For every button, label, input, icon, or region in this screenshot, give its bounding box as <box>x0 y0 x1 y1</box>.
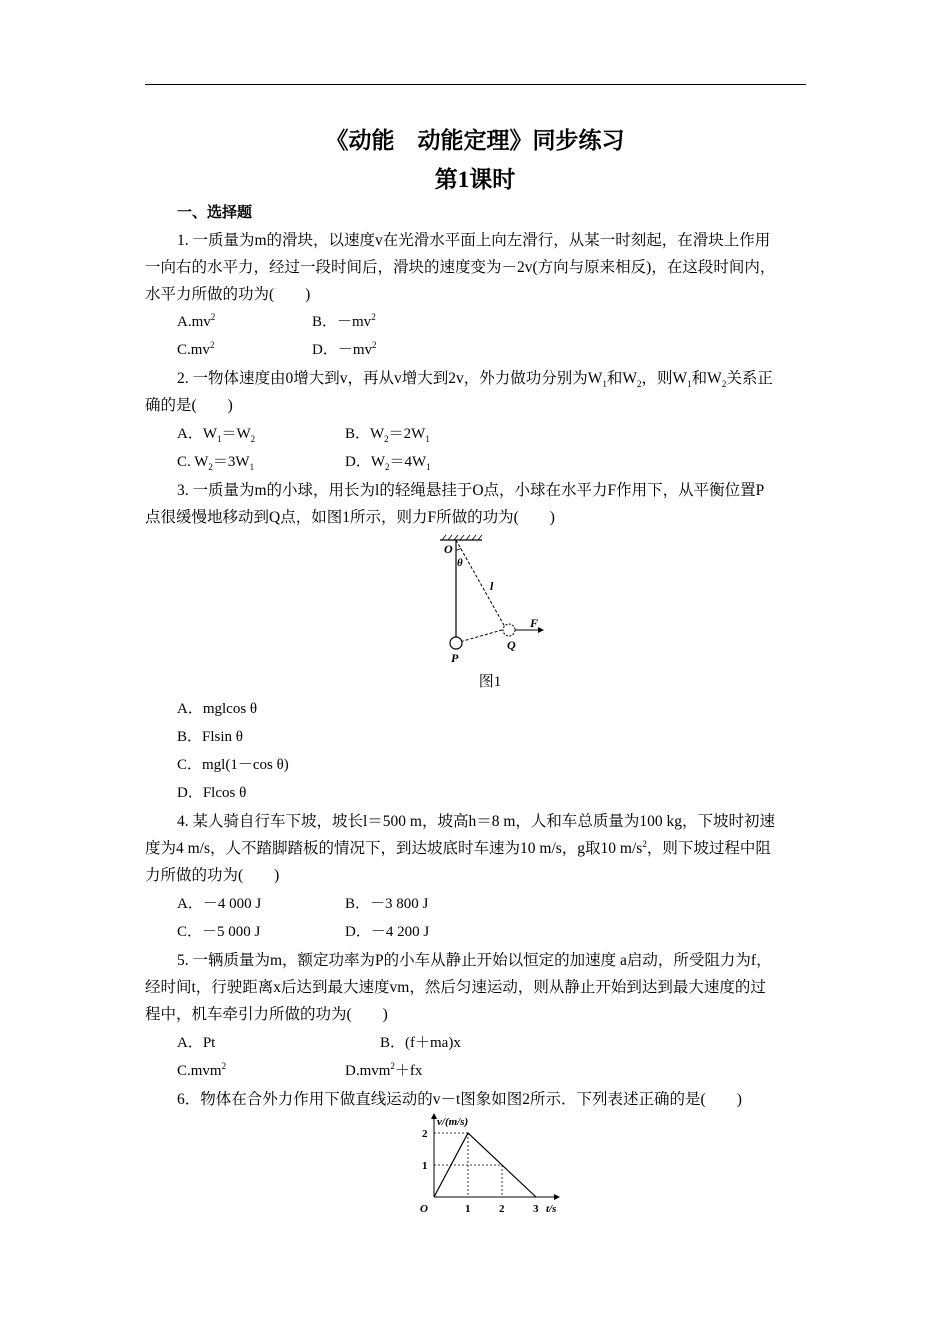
label-p: P <box>451 651 459 665</box>
q4-line1: 4. 某人骑自行车下坡，坡长l＝500 m，坡高h＝8 m，人和车总质量为100 kg，下坡时初速 <box>177 813 776 830</box>
label-f: F <box>530 616 539 630</box>
section-heading: 一、选择题 <box>177 205 253 221</box>
q2-option-b: B．$W_2=2W_1$ <box>345 426 430 444</box>
rope-displaced <box>456 540 505 627</box>
x-tick-label: 1 <box>465 1203 471 1215</box>
q1-line2: 一向右的水平力，经过一段时间后，滑块的速度变为－2v(方向与原来相反)，在这段时间内， <box>145 259 776 276</box>
page-subtitle: 第1课时 <box>434 167 516 192</box>
q2-option-d: D．$W_2=4W_1$ <box>345 454 431 472</box>
q5-line3: 程中，机车牵引力所做的功为( ) <box>145 1006 388 1023</box>
q3-line1: 3. 一质量为m的小球，用长为l的轻绳悬挂于O点，小球在水平力F作用下，从平衡位置P <box>177 482 765 499</box>
q5-line1: 5. 一辆质量为m，额定功率为P的小车从静止开始以恒定的加速度 a启动，所受阻力为f， <box>177 952 772 969</box>
label-theta: θ <box>457 557 463 569</box>
q4-option-a: A．－4 000 J <box>177 896 262 912</box>
q4-option-c: C．－5 000 J <box>177 924 261 940</box>
q2-option-c: C. $W_2=3W_1$ <box>177 454 255 472</box>
q3-option-d: D．Flcos θ <box>177 785 247 801</box>
q5-option-a: A．Pt <box>177 1035 216 1051</box>
label-q: Q <box>507 638 516 652</box>
q4-line3: 力所做的功为( ) <box>145 867 280 884</box>
page-title: 《动能 动能定理》同步练习 <box>325 128 625 153</box>
force-arrow-head <box>538 627 544 633</box>
vt-line <box>434 1133 536 1197</box>
x-tick-label: 3 <box>533 1203 539 1215</box>
q6-line1: 6．物体在合外力作用下做直线运动的v－t图象如图2所示．下列表述正确的是( ) <box>177 1091 742 1108</box>
q2-line1: 2. 一物体速度由0增大到v，再从v增大到2v，外力做功分别为$W_1$和$W_2$，则$W_1$和$W_2$关系正 <box>177 370 773 390</box>
q1-option-c: $C.mv^2$ <box>177 340 215 358</box>
q3-option-a: A．mglcos θ <box>177 701 258 717</box>
y-axis-label: v/(m/s) <box>437 1116 469 1128</box>
q3-option-b: B．Flsin θ <box>177 729 243 745</box>
vt-graph <box>410 1112 570 1222</box>
q1-line1: 1. 一质量为m的滑块，以速度v在光滑水平面上向左滑行，从某一时刻起，在滑块上作用 <box>177 232 771 249</box>
figure-1-caption: 图1 <box>478 674 502 690</box>
q5-line2: 经时间t，行驶距离x后达到最大速度vm，然后匀速运动，则从静止开始到达到最大速度的过 <box>145 979 766 996</box>
y-tick-label: 1 <box>422 1160 428 1172</box>
x-axis-arrow <box>554 1194 560 1200</box>
q2-line2: 确的是( ) <box>145 397 233 414</box>
ceiling-hatch <box>442 535 482 540</box>
q5-option-c: C.mvm$^2$ <box>177 1061 227 1079</box>
q4-line2: 度为4 m/s，人不踏脚踏板的情况下，到达坡底时车速为10 m/s，g取10 $m/s^2$，则下坡过程中阻 <box>145 838 771 857</box>
q5-option-d: D.mvm$^2$＋fx <box>345 1061 423 1079</box>
q4-option-b: B．－3 800 J <box>345 896 429 912</box>
q4-option-d: D．－4 200 J <box>345 924 430 940</box>
q1-line3: 水平力所做的功为( ) <box>145 286 311 303</box>
y-tick-label: 2 <box>422 1128 428 1140</box>
q3-line2: 点很缓慢地移动到Q点，如图1所示，则力F所做的功为( ) <box>145 509 555 526</box>
theta-arc <box>456 548 461 550</box>
origin-label: O <box>420 1203 428 1215</box>
q3-option-c: C．mgl(1－cos θ) <box>177 757 289 773</box>
label-l: l <box>490 579 494 593</box>
label-o: O <box>444 542 453 556</box>
q5-option-b: B．(f＋ma)x <box>380 1035 461 1051</box>
ball-p <box>450 637 462 649</box>
ball-q <box>503 624 515 636</box>
x-axis-label: t/s <box>546 1203 557 1215</box>
pendulum-figure <box>420 530 560 668</box>
header-rule <box>145 84 806 85</box>
q1-option-d: D．$-mv^2$ <box>312 340 377 358</box>
q1-option-b: B．$-mv^2$ <box>312 312 376 330</box>
q1-option-a: $A.mv^2$ <box>177 312 216 330</box>
path-dashed <box>456 630 502 643</box>
x-tick-label: 2 <box>499 1203 505 1215</box>
q2-option-a: A．$W_1=W_2$ <box>177 426 256 444</box>
